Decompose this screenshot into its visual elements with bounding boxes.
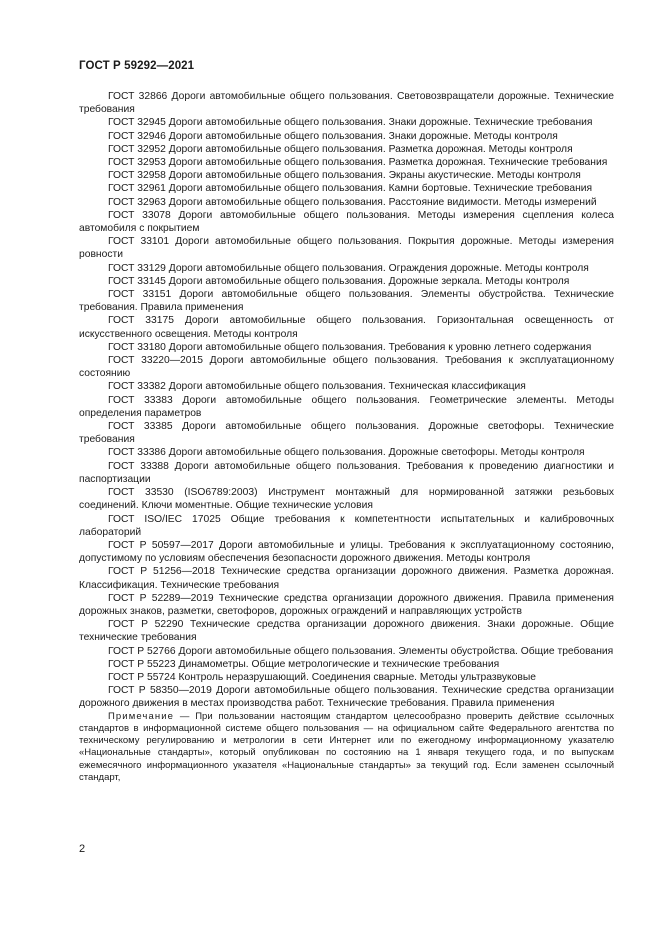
reference-item: ГОСТ 33151 Дороги автомобильные общего пользования. Элементы обустройства. Технические требования. Правила применения xyxy=(79,289,614,314)
reference-item: ГОСТ 33175 Дороги автомобильные общего пользования. Горизонтальная освещенность от искусственного освещения. Методы контроля xyxy=(79,315,614,340)
reference-item: ГОСТ Р 52290 Технические средства организации дорожного движения. Знаки дорожные. Общие технические требования xyxy=(79,619,614,644)
reference-item: ГОСТ 33385 Дороги автомобильные общего пользования. Дорожные светофоры. Технические требования xyxy=(79,421,614,446)
reference-item: ГОСТ 33078 Дороги автомобильные общего пользования. Методы измерения сцепления колеса автомобиля с покрытием xyxy=(79,209,614,235)
reference-item: ГОСТ 33383 Дороги автомобильные общего пользования. Геометрические элементы. Методы определения параметров xyxy=(79,394,614,419)
document-header: ГОСТ Р 59292—2021 xyxy=(79,60,195,72)
reference-item: ГОСТ 33180 Дороги автомобильные общего пользования. Требования к уровню летнего содержания xyxy=(108,341,592,353)
reference-item: ГОСТ 33145 Дороги автомобильные общего пользования. Дорожные зеркала. Методы контроля xyxy=(108,275,570,287)
note-paragraph xyxy=(79,711,614,785)
reference-item: ГОСТ 33101 Дороги автомобильные общего пользования. Покрытия дорожные. Методы измерения ровности xyxy=(79,236,614,261)
reference-item: ГОСТ 32866 Дороги автомобильные общего пользования. Световозвращатели дорожные. Технические требования xyxy=(79,91,614,116)
reference-item: ГОСТ ISO/IEC 17025 Общие требования к компетентности испытательных и калибровочных лабораторий xyxy=(79,513,614,538)
reference-item: ГОСТ 33386 Дороги автомобильные общего пользования. Дорожные светофоры. Методы контроля xyxy=(108,447,585,459)
reference-item: ГОСТ 33530 (ISO6789:2003) Инструмент монтажный для нормированной затяжки резьбовых соединений. Ключи моментные. Общие технические условия xyxy=(79,487,614,512)
reference-item: ГОСТ Р 52766 Дороги автомобильные общего пользования. Элементы обустройства. Общие требования xyxy=(108,645,614,657)
reference-item: ГОСТ 32952 Дороги автомобильные общего пользования. Разметка дорожная. Методы контроля xyxy=(108,143,573,155)
reference-item: ГОСТ 33129 Дороги автомобильные общего пользования. Ограждения дорожные. Методы контроля xyxy=(108,262,589,274)
reference-item: ГОСТ Р 55724 Контроль неразрушающий. Соединения сварные. Методы ультразвуковые xyxy=(108,671,536,683)
reference-item: ГОСТ 32961 Дороги автомобильные общего пользования. Камни бортовые. Технические требования xyxy=(108,183,593,195)
reference-item: ГОСТ 33382 Дороги автомобильные общего пользования. Техническая классификация xyxy=(108,381,526,393)
reference-item: ГОСТ Р 50597—2017 Дороги автомобильные и улицы. Требования к эксплуатационному состоянию, допустимому по условиям обеспечения безопасности дорожного движения. Методы контроля xyxy=(79,539,614,565)
reference-item: ГОСТ 32946 Дороги автомобильные общего пользования. Знаки дорожные. Методы контроля xyxy=(108,130,558,142)
reference-item: ГОСТ 32953 Дороги автомобильные общего пользования. Разметка дорожная. Технические требования xyxy=(108,157,608,169)
note-text: — При пользовании настоящим стандартом целесообразно проверить действие ссылочных стандартов в информационной системе общего пользования — на официальном сайте Федерального агентства по техническому регулированию и метрологии в сети Интернет или по ежегодному информационному указателю «Национальные стандарты», который опубликован по состоянию на 1 января текущего года, и по выпускам ежемесячного информационного указателя «Национальные стандарты» за текущий год. Если заменен ссылочный стандарт, xyxy=(79,710,614,784)
reference-item: ГОСТ 33220—2015 Дороги автомобильные общего пользования. Требования к эксплуатационному состоянию xyxy=(79,355,614,380)
reference-item: ГОСТ 33388 Дороги автомобильные общего пользования. Требования к проведению диагностики и паспортизации xyxy=(79,460,614,485)
reference-item: ГОСТ Р 51256—2018 Технические средства организации дорожного движения. Разметка дорожная. Классификация. Технические требования xyxy=(79,566,614,591)
reference-item: ГОСТ 32958 Дороги автомобильные общего пользования. Экраны акустические. Методы контроля xyxy=(108,170,581,182)
note-label: Примечание xyxy=(108,710,174,722)
references-list xyxy=(79,90,614,784)
reference-item: ГОСТ Р 55223 Динамометры. Общие метрологические и технические требования xyxy=(108,658,500,670)
reference-item: ГОСТ 32945 Дороги автомобильные общего пользования. Знаки дорожные. Технические требования xyxy=(108,117,593,129)
reference-item: ГОСТ 32963 Дороги автомобильные общего пользования. Расстояние видимости. Методы измерений xyxy=(108,196,597,208)
reference-item: ГОСТ Р 52289—2019 Технические средства организации дорожного движения. Правила применения дорожных знаков, разметки, светофоров, дорожных ограждений и направляющих устройств xyxy=(79,592,614,617)
reference-item: ГОСТ Р 58350—2019 Дороги автомобильные общего пользования. Технические средства организации дорожного движения в местах производства работ. Технические требования. Правила применения xyxy=(79,685,614,710)
page-number: 2 xyxy=(79,843,86,855)
